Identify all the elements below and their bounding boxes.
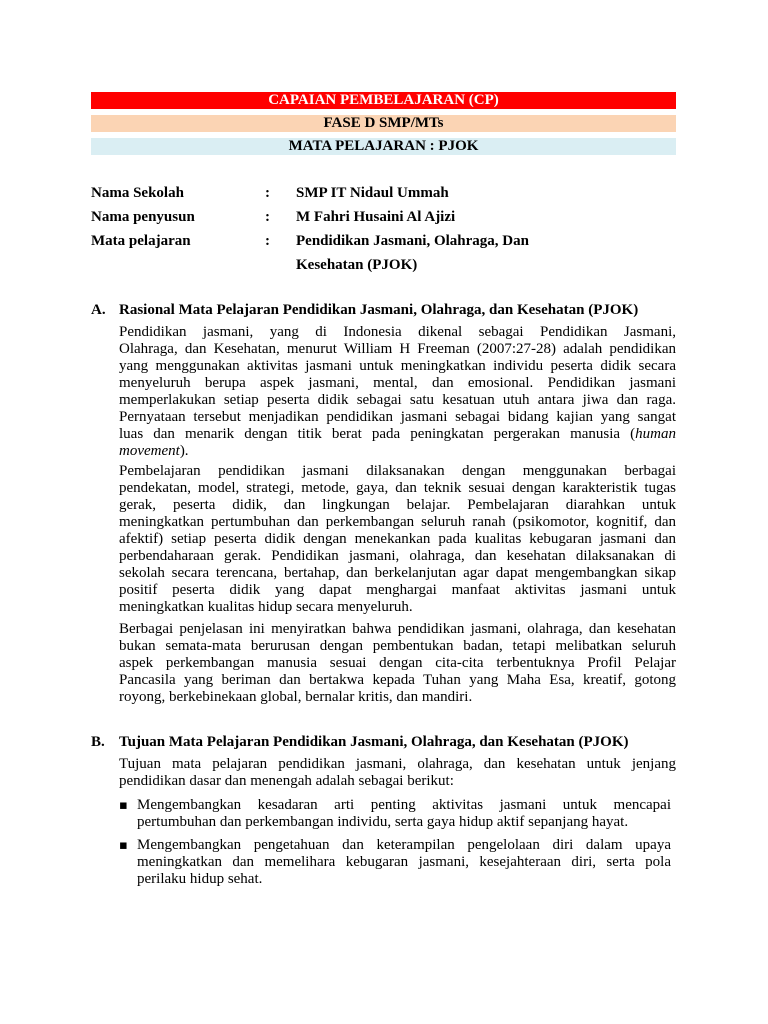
paragraph bbox=[119, 756, 676, 790]
identity-value-line: SMP IT Nidaul Ummah bbox=[296, 185, 449, 201]
subject-bar: MATA PELAJARAN : PJOK bbox=[91, 138, 676, 155]
identity-label: Nama Sekolah bbox=[91, 185, 184, 201]
identity-value-line: Kesehatan (PJOK) bbox=[296, 257, 418, 273]
text-line: pertumbuhan dan perkembangan individu, serta gaya hidup aktif sepanjang hayat. bbox=[137, 814, 629, 830]
paragraph bbox=[119, 463, 676, 616]
text-line: Olahraga, dan Kesehatan, menurut William H Freeman (2007:27-28) adalah pendidikan bbox=[119, 341, 676, 357]
text-line: Pendidikan jasmani, yang di Indonesia dikenal sebagai Pendidikan Jasmani, bbox=[119, 324, 676, 340]
text-line: sekolah secara terencana, bertahap, dan berkelanjutan agar dapat mengembangkan sikap bbox=[119, 565, 676, 581]
paragraph bbox=[119, 324, 676, 460]
text-line: Pembelajaran pendidikan jasmani dilaksanakan dengan menggunakan berbagai bbox=[119, 463, 676, 479]
bullet-text bbox=[137, 837, 671, 888]
text-line: perbendaharaan gerak. Pendidikan jasmani, olahraga, dan kesehatan dilaksanakan di bbox=[119, 548, 676, 564]
identity-separator: : bbox=[265, 185, 270, 201]
section-title: Tujuan Mata Pelajaran Pendidikan Jasmani, Olahraga, dan Kesehatan (PJOK) bbox=[119, 734, 629, 750]
text-line: Pernyataan tersebut menjadikan pendidikan jasmani sebagai bidang kajian yang sangat bbox=[119, 409, 676, 425]
paragraph bbox=[119, 621, 676, 706]
text-line: meningkatkan kualitas hidup secara menyeluruh. bbox=[119, 599, 413, 615]
identity-value bbox=[296, 181, 676, 205]
identity-separator: : bbox=[265, 233, 270, 249]
text-line: Berbagai penjelasan ini menyiratkan bahwa pendidikan jasmani, olahraga, dan kesehatan bbox=[119, 621, 676, 637]
identity-value bbox=[296, 229, 676, 277]
text-line: memperlakukan setiap peserta didik sebagai satu kesatuan utuh antara jiwa dan raga. bbox=[119, 392, 676, 408]
text-line: Pancasila yang beriman dan bertakwa kepada Tuhan yang Maha Esa, kreatif, gotong bbox=[119, 672, 676, 688]
italic-text: movement bbox=[119, 443, 180, 459]
identity-value-line: Pendidikan Jasmani, Olahraga, Dan bbox=[296, 233, 529, 249]
text-line: aspek perkembangan manusia sesuai dengan cita-cita terbentuknya Profil Pelajar bbox=[119, 655, 676, 671]
section-marker: B. bbox=[91, 734, 105, 750]
identity-row bbox=[91, 229, 676, 277]
text-line: positif peserta didik yang dapat menghargai manfaat aktivitas jasmani untuk bbox=[119, 582, 676, 598]
italic-text: human bbox=[635, 426, 676, 442]
text-line bbox=[119, 443, 676, 460]
text-run: luas dan menarik dengan titik berat pada peningkatan pergerakan manusia ( bbox=[119, 426, 636, 442]
section-marker: A. bbox=[91, 302, 106, 318]
text-line: pendekatan, model, strategi, metode, gaya, dan teknik sesuai dengan karakteristik tugas bbox=[119, 480, 676, 496]
text-line: perilaku hidup sehat. bbox=[137, 871, 263, 887]
section-title: Rasional Mata Pelajaran Pendidikan Jasmani, Olahraga, dan Kesehatan (PJOK) bbox=[119, 302, 639, 318]
bullet-marker: ▪ bbox=[119, 798, 128, 813]
identity-row bbox=[91, 181, 676, 205]
cp-title-bar: CAPAIAN PEMBELAJARAN (CP) bbox=[91, 92, 676, 109]
text-line: royong, berkebinekaan global, bernalar kritis, dan mandiri. bbox=[119, 689, 473, 705]
text-line: pendidikan dasar dan menengah adalah sebagai berikut: bbox=[119, 773, 454, 789]
text-run: ). bbox=[179, 443, 189, 459]
identity-value-line: M Fahri Husaini Al Ajizi bbox=[296, 209, 456, 225]
text-line: gerak, peserta didik, dan lingkungan belajar. Pembelajaran diarahkan untuk bbox=[119, 497, 676, 513]
text-line: meningkatkan pertumbuhan dan perkembangan seluruh ranah (psikomotor, kognitif, dan bbox=[119, 514, 676, 530]
section-heading bbox=[91, 734, 676, 751]
identity-block bbox=[91, 181, 676, 277]
text-line: menyeluruh berupa aspek jasmani, mental, dan emosional. Pendidikan jasmani bbox=[119, 375, 676, 391]
text-line: Mengembangkan kesadaran arti penting aktivitas jasmani untuk mencapai bbox=[137, 797, 671, 813]
identity-row bbox=[91, 205, 676, 229]
phase-bar: FASE D SMP/MTs bbox=[91, 115, 676, 132]
text-line: Tujuan mata pelajaran pendidikan jasmani, olahraga, dan kesehatan untuk jenjang bbox=[119, 756, 676, 772]
section-heading bbox=[91, 302, 676, 319]
text-line: afektif) setiap peserta didik dengan menekankan pada kualitas kebugaran jasmani dan bbox=[119, 531, 676, 547]
text-line: Mengembangkan pengetahuan dan keterampilan pengelolaan diri dalam upaya bbox=[137, 837, 671, 853]
bullet-text bbox=[137, 797, 671, 831]
bullet-marker: ▪ bbox=[119, 838, 128, 853]
text-line: meningkatkan dan memelihara kebugaran jasmani, kesejahteraan diri, serta pola bbox=[137, 854, 671, 870]
identity-value bbox=[296, 205, 676, 229]
identity-label: Mata pelajaran bbox=[91, 233, 191, 249]
text-line: yang menggunakan aktivitas jasmani untuk meningkatkan individu peserta didik secara bbox=[119, 358, 676, 374]
text-line: bukan semata-mata berurusan dengan pembentukan badan, tetapi melibatkan seluruh bbox=[119, 638, 676, 654]
identity-separator: : bbox=[265, 209, 270, 225]
text-line bbox=[119, 426, 676, 443]
identity-label: Nama penyusun bbox=[91, 209, 195, 225]
